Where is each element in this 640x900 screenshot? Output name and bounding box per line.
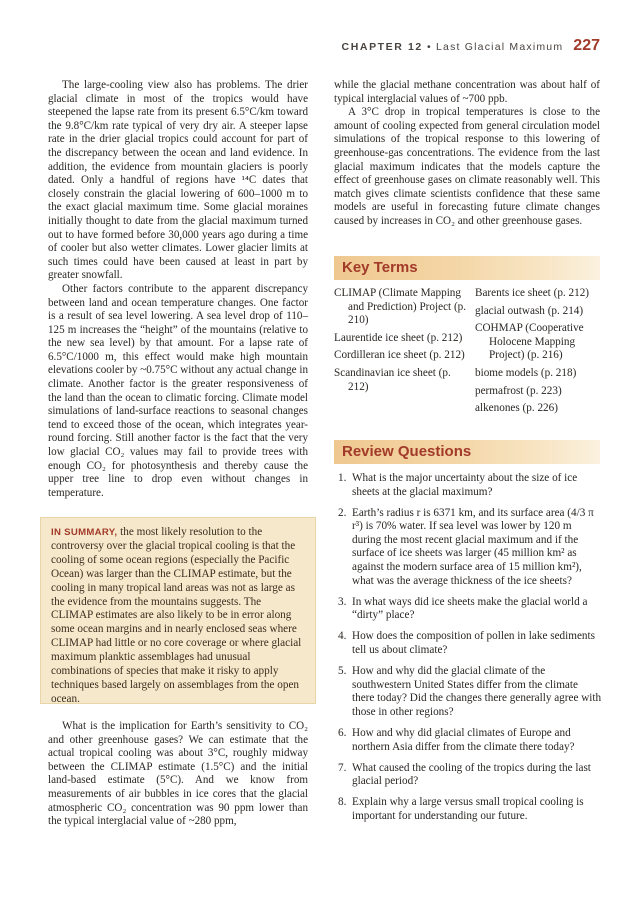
key-terms-col-1: [334, 287, 474, 398]
key-term: COHMAP (Cooperative Holocene Mapping Project) (p. 216): [475, 322, 584, 362]
review-question: 7. What caused the cooling of the tropics during the last glacial period?: [338, 761, 591, 788]
key-term: permafrost (p. 223): [475, 384, 562, 397]
key-term: biome models (p. 218): [475, 366, 577, 379]
review-question: 1. What is the major uncertainty about the size of ice sheets at the glacial maximum?: [338, 472, 578, 498]
body-paragraph: while the glacial methane concentration was about half of typical interglacial values of ~700 ppb.: [334, 79, 600, 105]
review-question: 6. How and why did glacial climates of Europe and northern Asia differ from the climate there today?: [338, 727, 575, 753]
review-question: 4. How does the composition of pollen in lake sediments tell us about climate?: [338, 630, 595, 657]
key-term: Laurentide ice sheet (p. 212): [334, 331, 463, 344]
review-question: 5. How and why did the glacial climate of the southwestern United States differ from the climate there today? Did the changes there generally agree with those in other regions?: [338, 665, 602, 718]
review-question: 3. In what ways did ice sheets make the glacial world a “dirty” place?: [338, 595, 588, 622]
body-paragraph: A 3°C drop in tropical temperatures is close to the amount of cooling expected from general circulation model simulations of the tropical response to this lowering of greenhouse-gas concentrations. The evidence from the last glacial maximum indicates that the models capture the effect of greenhouse gases on climate reasonably well. This match gives climate scientists confidence that these same models are useful in forecasting future climate changes caused by increases in CO₂ and other greenhouse gases.: [334, 106, 600, 227]
running-header: [40, 37, 600, 59]
review-question: 2. Earth’s radius r is 6371 km, and its surface area (4/3 π r³) is 70% water. If sea level was lower by 120 m during the most recent glacial maximum and if the surface of ice sheets was larger (45 million km² as against the modern surface area of 15 million km²), what was the average thickness of the ice sheets?: [338, 506, 594, 587]
key-term: Barents ice sheet (p. 212): [475, 287, 590, 299]
review-questions-heading: Review Questions: [334, 440, 600, 464]
key-term: Scandinavian ice sheet (p. 212): [334, 366, 451, 393]
chapter-label: CHAPTER 12 • Last Glacial Maximum: [341, 41, 564, 53]
key-terms-heading: Key Terms: [334, 256, 600, 280]
key-term: glacial outwash (p. 214): [475, 304, 584, 317]
body-paragraph: What is the implication for Earth’s sensitivity to CO₂ and other greenhouse gases? We can estimate that the actual tropical cooling was about 3°C, roughly midway between the CLIMAP estimate (1.5°C) and the initial land-based estimate (5°C). And we know from measurements of air bubbles in ice cores that the glacial atmospheric CO₂ concentration was 90 ppm lower than the typical interglacial value of ~280 ppm,: [48, 720, 308, 828]
in-summary-lead: IN SUMMARY,: [51, 527, 118, 538]
right-column: [334, 79, 600, 229]
key-term: alkenones (p. 226): [475, 402, 558, 415]
review-questions-list: [334, 472, 602, 831]
body-paragraph: Other factors contribute to the apparent discrepancy between land and ocean temperature changes. One factor is a result of sea level lowering. A sea level drop of 110–125 m increases the “height” of the mountains (relative to the new sea level) by that amount. For a lapse rate of 6.5°C/1000 m, this effect would make high mountain elevations cooler by ~0.75°C without any actual change in climate. Another factor is the greater responsiveness of the land than the ocean to climatic forcing. Climate model simulations of land-surface reactions to seasonal changes tend to exceed those of the ocean, which integrates year-round forcing. Still another factor is the fact that the very low glacial CO₂ values may fail to provide trees with enough CO₂ for photosynthesis and thereby cause the upper tree line to drop even without changes in temperature.: [48, 282, 308, 499]
left-bottom-text: [48, 720, 308, 829]
key-terms-col-2: [475, 287, 603, 420]
page-number: 227: [573, 37, 600, 54]
body-paragraph: The large-cooling view also has problems. The drier glacial climate in most of the tropics would have steepened the lapse rate from its present 6.5°C/km toward the 9.8°C/km rate typical of very dry air. A steeper lapse rate in the drier glacial tropics could account for part of the discrepancy between the ocean and land evidence. In addition, the evidence from mountain glaciers is poorly dated. Only a handful of regions have ¹⁴C dates that closely constrain the glacial lowering of 600–1000 m to the exact glacial maximum time. Some glacial moraines initially thought to date from the glacial maximum turned out to have formed before 30,000 years ago during a time of cooler but also wetter climates. Lower glacier limits at such times could have been caused at least in part by greater snowfall.: [48, 79, 308, 282]
key-term: Cordilleran ice sheet (p. 212): [334, 349, 465, 362]
review-question: 8. Explain why a large versus small tropical cooling is important for understanding our future.: [338, 796, 584, 822]
key-term: CLIMAP (Climate Mapping and Prediction) Project (p. 210): [334, 287, 467, 327]
left-column: [48, 79, 308, 500]
in-summary-text: the most likely resolution to the controversy over the glacial tropical cooling is that the cooling of some ocean regions (especially the Pacific Ocean) was larger than the CLIMAP estimate, but the cooling in many tropical land areas was not as large as the evidence from the mountains suggests. The CLIMAP estimates are also likely to be in error along some ocean margins and in nearly enclosed seas where CLIMAP had little or no core coverage or where glacial maximum planktic assemblages had unusual combinations of species that make it risky to apply techniques based largely on assemblages from the open ocean.: [51, 526, 302, 705]
in-summary-box: [40, 517, 316, 704]
